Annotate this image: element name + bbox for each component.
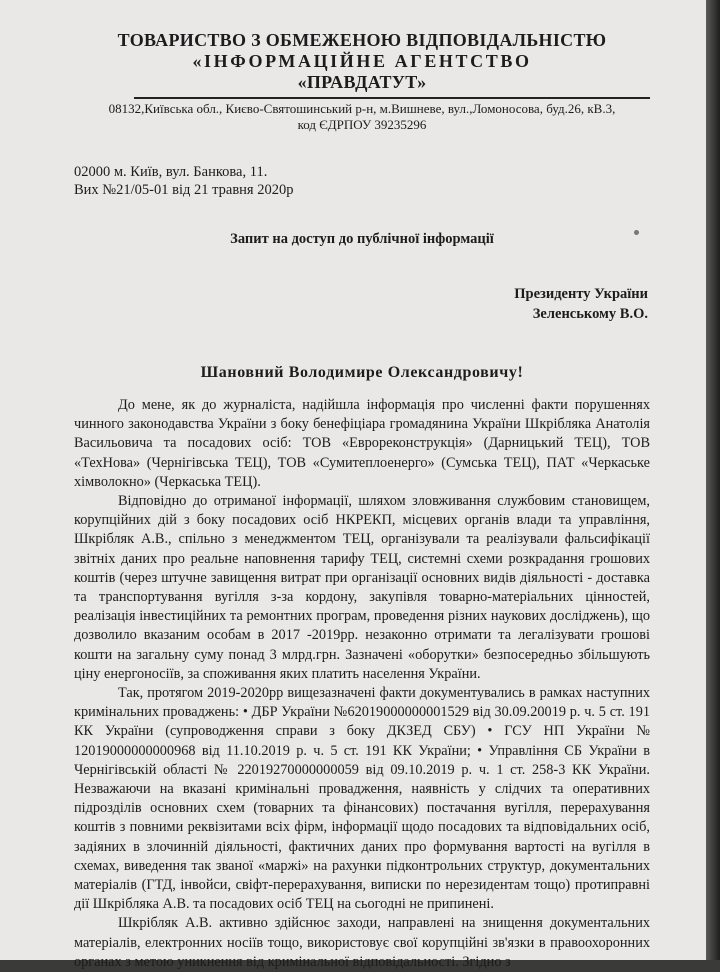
recipient-name: Зеленському В.О.: [532, 306, 648, 322]
company-address: 08132,Київська обл., Києво-Святошинський р-н, м.Вишневе, вул.,Ломоносова, буд.26, кВ.3,: [108, 101, 616, 116]
letter-subject: Запит на доступ до публічної інформації: [230, 231, 494, 247]
agency-brand: «ПРАВДАТУТ»: [297, 72, 427, 92]
paragraph: До мене, як до журналіста, надійшла інформація про численні факти порушеннях чинного законодавства України з боку бенефіціара громадянина України Шкрібляка Анатолія Васильовича та посадових осіб: ТОВ «Еврореконструкція» (Дарницький ТЕЦ), ТОВ «ТехНова» (Чернігівська ТЕЦ), ТОВ «Сумитеплоенерго» (Сумська ТЕЦ), ПАТ «Черкаське хімволокно» (Черкаська ТЕЦ).: [74, 397, 650, 490]
paragraph: Відповідно до отриманої інформації, шляхом зловживання службовим становищем, корупційних дій з боку посадових осіб НКРЕКП, місцевих органів влади та управління, Шкрібляк А.В., спільно з менеджментом ТЕЦ, організували та реалізували фальсифікації звітніх даних про реальне наповнення тарифу ТЕЦ, системні схеми розкрадання грошових коштів (через штучне завищення витрат при організації основних видів діяльності - доставка та транспортування вугілля з-за кордону, закупівля товарно-матеріальних цінностей, реалізація інвестиційних та ремонтних програм, проведення різних наукових досліджень), що дозволило вказаним особам в 2017 -2019рр. незаконно отримати та легалізувати грошові кошти на загальну суму понад 3 млрд.грн. Зазначені «оборутки» безпосередньо збільшують ціну енергоносіїв, за споживання яких платить населення України.: [74, 493, 650, 682]
company-name: ТОВАРИСТВО З ОБМЕЖЕНОЮ ВІДПОВІДАЛЬНІСТЮ: [117, 30, 607, 50]
company-code: код ЄДРПОУ 39235296: [297, 117, 427, 132]
paragraph: Так, протягом 2019-2020рр вищезазначені факти документувались в рамках наступних кримінальних проваджень: • ДБР України №62019000000001529 від 30.09.20019 р. ч. 5 ст. 191 КК України (супроводження справи з боку ДКЗЕД СБУ) • ГСУ НП України № 12019000000000968 від 11.10.2019 р. ч. 5 ст. 191 КК України; • Управління СБ України в Чернігівській області № 22019270000000059 від 09.10.2019 р. ч. 1 ст. 258-3 КК України. Незважаючи на вказані кримінальні провадження, наявність у слідчих та оперативних підрозділів основних схем (товарних та фінансових) постачання вугілля, перерахування коштів з повними реквізитами всіх фірм, інформації щодо посадових та відповідальних осіб, задіяних в злочинній діяльності, фактичних даних про формування вартості на вугілля в схемах, виведення так званої «маржі» на рахунки підконтрольних структур, документальних матеріалів (ГТД, інвойси, свіфт-перерахування, виписки по нерезидентам тощо) протиправні дії Шкрібляка А.В. та посадових осіб ТЕЦ на сьогодні не припинені.: [74, 685, 650, 913]
recipient-block: [74, 284, 650, 324]
sender-block: [74, 163, 650, 199]
header-divider: [134, 97, 650, 99]
ink-dot: [634, 230, 639, 235]
agency-name: «ІНФОРМАЦІЙНЕ АГЕНТСТВО: [192, 51, 532, 71]
paragraph: Шкрібляк А.В. активно здійснює заходи, направлені на знищення документальних матеріалів, електронних носіїв тощо, використовує свої корупційні зв'язки в правоохоронних органах з метою уникнення від кримінальної відповідальності. Згідно з: [74, 915, 650, 970]
recipient-title: Президенту України: [514, 286, 648, 302]
greeting: Шановний Володимире Олександровичу!: [200, 364, 524, 381]
background-edge: [706, 0, 720, 960]
sender-address: 02000 м. Київ, вул. Банкова, 11.: [74, 164, 268, 180]
letter-body: [74, 396, 650, 972]
outgoing-number: Вих №21/05-01 від 21 травня 2020р: [74, 182, 294, 198]
